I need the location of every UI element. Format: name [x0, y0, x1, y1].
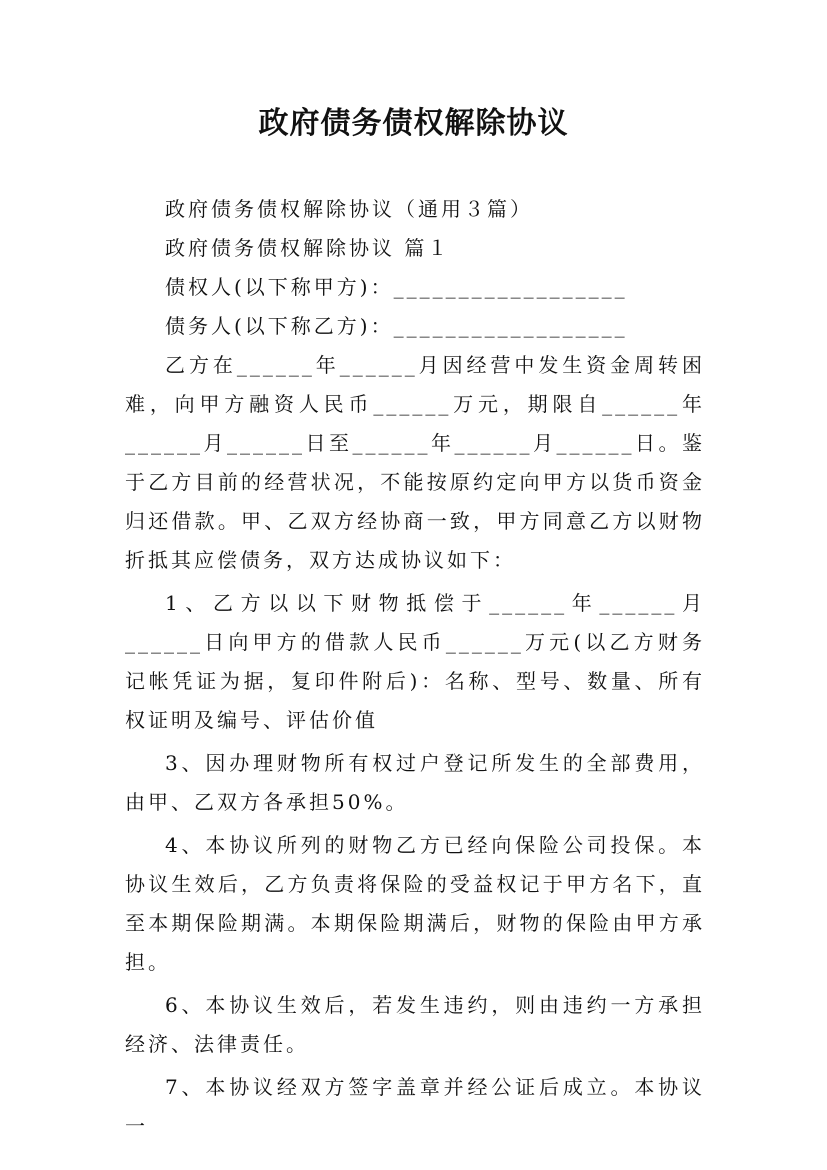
- paragraph-clause-1: 1、乙方以以下财物抵偿于______年______月______日向甲方的借款人民币______万元(以乙方财务记帐凭证为据，复印件附后)：名称、型号、数量、所有权证明及编号、评估价值: [125, 591, 705, 732]
- paragraph-subtitle: 政府债务债权解除协议（通用３篇）: [165, 197, 533, 221]
- paragraph-clause-3: 3、因办理财物所有权过户登记所发生的全部费用，由甲、乙双方各承担50%。: [125, 751, 705, 814]
- paragraph-section-heading: 政府债务债权解除协议 篇１: [165, 236, 451, 260]
- paragraph-background: 乙方在______年______月因经营中发生资金周转困难，向甲方融资人民币______万元，期限自______年______月______日至______年______月______日。鉴于乙方目前的经营状况，不能按原约定向甲方以货币资金归还借款。甲、乙双方经协商一致，甲方同意乙方以财物折抵其应偿债务，双方达成协议如下：: [125, 353, 705, 572]
- paragraph-clause-4: 4、本协议所列的财物乙方已经向保险公司投保。本协议生效后，乙方负责将保险的受益权记于甲方名下，直至本期保险期满。本期保险期满后，财物的保险由甲方承担。: [125, 833, 705, 974]
- paragraph-debtor: 债务人(以下称乙方)：__________________: [165, 314, 628, 338]
- paragraph-clause-6: 6、本协议生效后，若发生违约，则由违约一方承担经济、法律责任。: [125, 993, 705, 1056]
- document-body: [125, 190, 705, 1146]
- paragraph-creditor: 债权人(以下称甲方)：__________________: [165, 275, 628, 299]
- paragraph-clause-7: 7、本协议经双方签字盖章并经公证后成立。本协议一: [125, 1075, 705, 1138]
- document-title: 政府债务债权解除协议: [258, 106, 569, 141]
